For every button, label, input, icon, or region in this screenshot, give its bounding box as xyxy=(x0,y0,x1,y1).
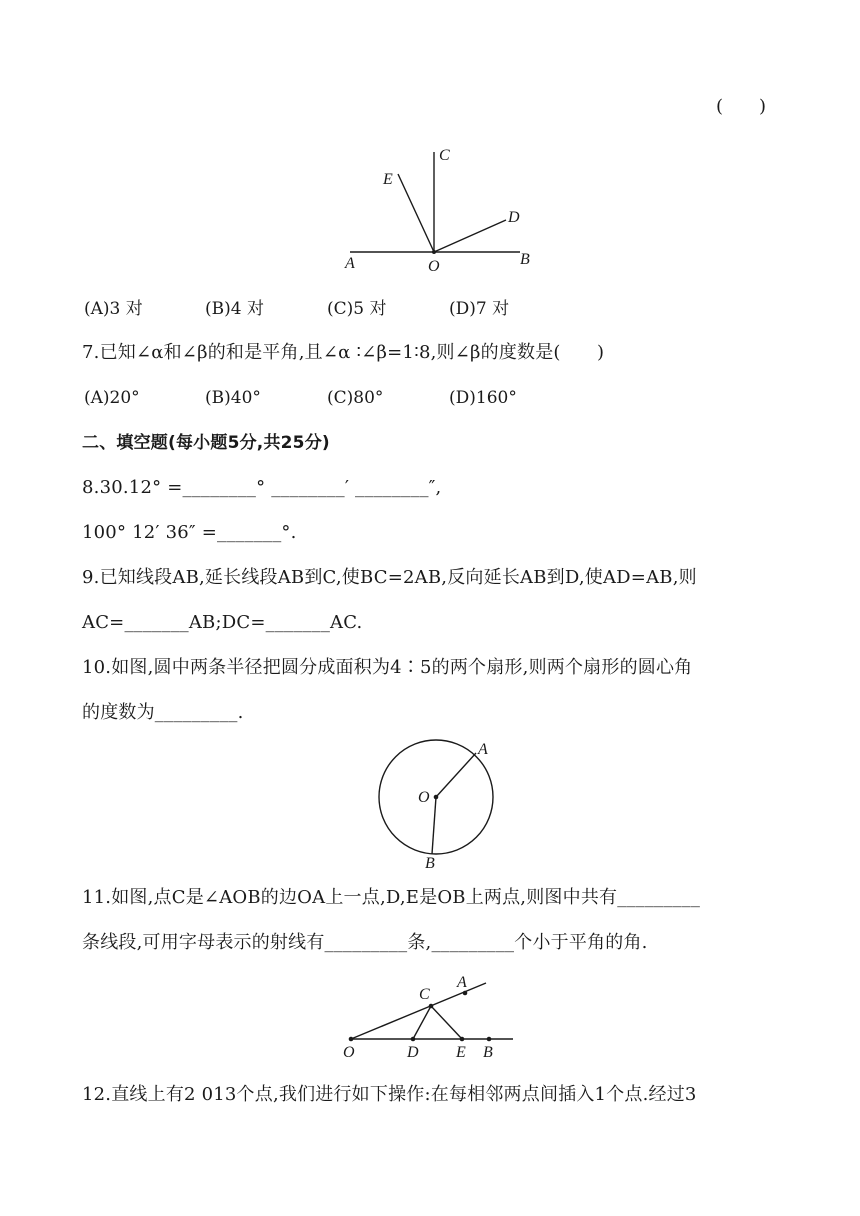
point-a xyxy=(463,991,468,996)
label-e: E xyxy=(383,171,393,188)
label-c: C xyxy=(439,147,450,164)
segment-ce xyxy=(431,1006,462,1039)
label-o: O xyxy=(428,258,440,275)
label-b: B xyxy=(483,1044,493,1060)
ray-oe xyxy=(398,174,434,252)
q11-line1: 11.如图,点C是∠AOB的边OA上一点,D,E是OB上两点,则图中共有_________ xyxy=(82,887,701,908)
label-e: E xyxy=(456,1044,466,1060)
q7-option-a: (A)20° xyxy=(84,388,140,408)
q10-line1: 10.如图,圆中两条半径把圆分成面积为4∶5的两个扇形,则两个扇形的圆心角 xyxy=(82,657,693,678)
q8-line2: 100° 12′ 36″ =_______°. xyxy=(82,522,297,543)
q12-line1: 12.直线上有2 013个点,我们进行如下操作:在每相邻两点间插入1个点.经过3 xyxy=(82,1084,697,1105)
label-a: A xyxy=(457,974,467,991)
point-e xyxy=(460,1037,465,1042)
q9-line1: 9.已知线段AB,延长线段AB到C,使BC=2AB,反向延长AB到D,使AD=AB,则 xyxy=(82,567,697,588)
q6-option-c: (C)5 对 xyxy=(327,299,387,319)
q7-option-d: (D)160° xyxy=(449,388,517,408)
point-o xyxy=(432,250,436,254)
radius-oa xyxy=(436,753,476,797)
figure-angle-aob xyxy=(335,968,525,1060)
label-b: B xyxy=(425,855,435,870)
ray-od xyxy=(434,220,506,252)
answer-bracket: ( ) xyxy=(716,96,767,117)
label-a: A xyxy=(478,741,488,758)
point-d xyxy=(411,1037,416,1042)
point-b xyxy=(487,1037,492,1042)
q6-option-d: (D)7 对 xyxy=(449,299,510,319)
q7-option-c: (C)80° xyxy=(327,388,384,408)
q11-line2: 条线段,可用字母表示的射线有_________条,_________个小于平角的角. xyxy=(82,932,648,953)
label-c: C xyxy=(419,986,430,1003)
label-d: D xyxy=(407,1044,419,1060)
section-title: 二、填空题(每小题5分,共25分) xyxy=(82,433,330,453)
q6-option-b: (B)4 对 xyxy=(205,299,264,319)
q7-question: 7.已知∠α和∠β的和是平角,且∠α ∶∠β=1∶8,则∠β的度数是( ) xyxy=(82,342,605,363)
radius-ob xyxy=(432,797,436,854)
point-c xyxy=(429,1004,434,1009)
label-b: B xyxy=(520,251,530,268)
figure-angles xyxy=(330,140,550,275)
figure-circle xyxy=(370,735,510,870)
label-d: D xyxy=(508,209,520,226)
q6-option-a: (A)3 对 xyxy=(84,299,143,319)
segment-cd xyxy=(413,1006,431,1039)
q7-option-b: (B)40° xyxy=(205,388,261,408)
q9-line2: AC=_______AB;DC=_______AC. xyxy=(82,612,363,633)
q10-line2: 的度数为_________. xyxy=(82,702,244,723)
center-o xyxy=(434,795,439,800)
q8-line1: 8.30.12° =________° ________′ ________″, xyxy=(82,477,442,498)
label-a: A xyxy=(345,255,355,272)
point-o xyxy=(349,1037,354,1042)
label-o: O xyxy=(418,789,430,806)
label-o: O xyxy=(343,1044,355,1060)
